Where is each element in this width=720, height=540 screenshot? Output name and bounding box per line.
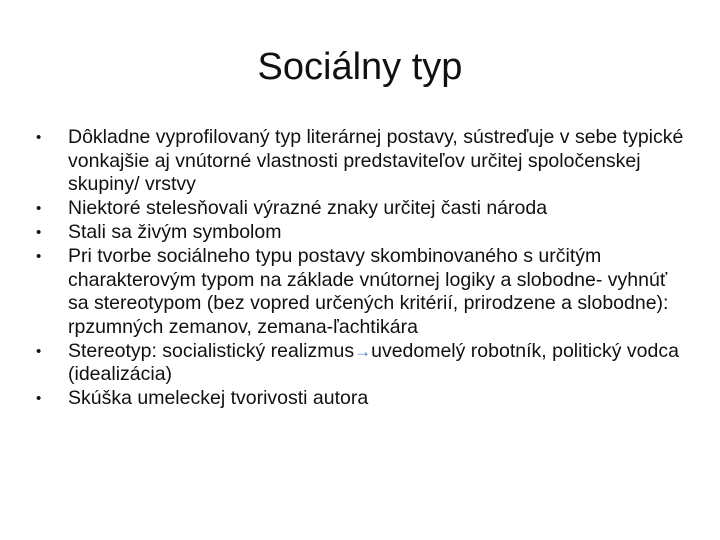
bullet-list	[36, 126, 688, 411]
bullet-text-before: Stereotyp: socialistický realizmus	[68, 339, 355, 362]
bullet-dot-icon: •	[36, 390, 42, 407]
bullet-text: Dôkladne vyprofilovaný typ literárnej postavy, sústreďuje v sebe typické vonkajšie aj vnútorné vlastnosti predstaviteľov určitej spoločenskej skupiny/ vrstvy	[68, 126, 684, 195]
bullet-text: Skúška umeleckej tvorivosti autora	[68, 387, 369, 409]
bullet-item	[36, 245, 688, 339]
bullet-item	[36, 126, 688, 197]
bullet-item	[36, 387, 688, 411]
bullet-dot-icon: •	[36, 342, 42, 360]
bullet-text: Niektoré stelesňovali výrazné znaky určitej časti národa	[68, 197, 548, 219]
bullet-text-after: uvedomelý robotník, politický vodca (idealizácia)	[68, 339, 679, 385]
bullet-dot-icon: •	[36, 200, 42, 217]
bullet-item	[36, 340, 688, 387]
bullet-dot-icon: •	[36, 129, 42, 146]
bullet-text: Pri tvorbe sociálneho typu postavy skombinovaného s určitým charakterovým typom na základe vnútornej logiky a slobodne- vyhnúť sa stereotypom (bez vopred určených kritérií, prirodzene a slobodne): rpzumných zemanov, zemana-ľachtikára	[68, 245, 669, 338]
bullet-item	[36, 221, 688, 245]
bullet-item	[36, 197, 688, 221]
bullet-text: Stali sa živým symbolom	[68, 221, 282, 243]
slide-title: Sociálny typ	[257, 46, 463, 88]
bullet-dot-icon: •	[36, 248, 42, 265]
right-arrow-icon: →	[354, 341, 372, 361]
bullet-dot-icon: •	[36, 224, 42, 241]
